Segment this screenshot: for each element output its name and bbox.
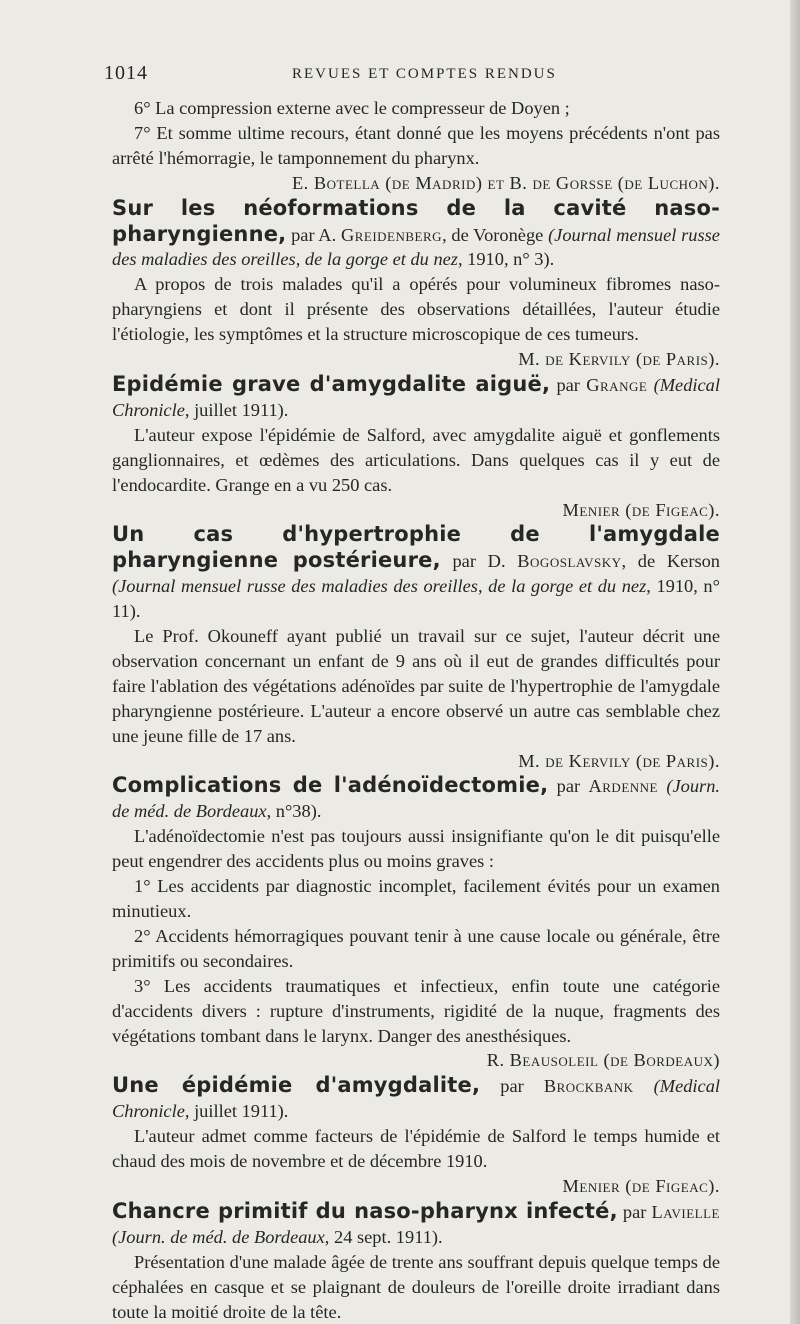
byline-prefix: par (556, 374, 580, 395)
entry-title: Chancre primitif du naso-pharynx infecté, (112, 1198, 618, 1223)
entry-heading (112, 773, 720, 824)
entry-heading (112, 1199, 720, 1250)
review-entry (112, 522, 720, 773)
author-name: Bogoslavsky (517, 551, 622, 572)
journal-details: , 1910, n° 3). (457, 249, 555, 270)
entry-title: Une épidémie d'amygdalite, (112, 1073, 481, 1098)
reviewer-signature (112, 171, 720, 196)
running-title: REVUES ET COMPTES RENDUS (292, 66, 557, 82)
paragraph: A propos de trois malades qu'il a opérés pour volumineux fibromes naso-pharyngiens et dont il présente des observations détaillées, l'auteur étudie l'étiologie, les symptômes et la structure microscopique de ces tumeurs. (112, 274, 720, 345)
journal-details: , juillet 1911). (184, 399, 289, 420)
byline-prefix: par (500, 1076, 524, 1097)
entry-continuation (112, 96, 720, 196)
entry-heading (112, 1073, 720, 1124)
reviewer-names: R. Beausoleil (de Bordeaux) (486, 1050, 720, 1071)
paragraph: 6° La compression externe avec le compresseur de Doyen ; (134, 98, 570, 118)
reviewer-signature (112, 1174, 720, 1199)
reviewer-signature (112, 498, 720, 523)
review-entry (112, 1199, 720, 1324)
journal-details: , 1910, n° 11). (112, 576, 720, 622)
entry-title: Complications de l'adénoïdectomie, (112, 773, 549, 798)
paragraph: L'auteur admet comme facteurs de l'épidémie de Salford le temps humide et chaud des mois de novembre et de décembre 1910. (112, 1126, 720, 1172)
author-affiliation: , de Kerson (621, 551, 720, 572)
journal-reference: (Medical Chronicle (112, 374, 720, 420)
review-entry (112, 1073, 720, 1199)
reviewer-signature (112, 1048, 720, 1073)
journal-reference: (Journ. de méd. de Bordeaux (112, 776, 720, 822)
journal-details: , n°38). (266, 801, 322, 822)
review-entry (112, 773, 720, 1073)
journal-reference: (Journ. de méd. de Bordeaux (112, 1226, 325, 1247)
paragraph: L'adénoïdectomie n'est pas toujours aussi insignifiante qu'on le dit puisqu'elle peut engendrer des accidents plus ou moins graves : (112, 826, 720, 872)
review-entry (112, 372, 720, 522)
byline-prefix: par D. (452, 551, 506, 572)
reviewer-names: E. Botella (de Madrid) et B. de Gorsse (de Luchon). (291, 172, 720, 193)
reviewer-names: Menier (de Figeac). (562, 499, 720, 520)
page-number: 1014 (104, 62, 148, 84)
journal-details: , juillet 1911). (184, 1101, 289, 1122)
reviewer-names: M. de Kervily (de Paris). (518, 349, 720, 370)
journal-reference: (Medical Chronicle (112, 1076, 721, 1122)
reviewer-names: Menier (de Figeac). (562, 1175, 720, 1196)
paragraph: 7° Et somme ultime recours, étant donné que les moyens précédents n'ont pas arrêté l'hémorragie, le tamponnement du pharynx. (112, 122, 720, 168)
list-item: 2° Accidents hémorragiques pouvant tenir à une cause locale ou générale, être primitifs ou secondaires. (112, 925, 720, 971)
review-entry (112, 196, 720, 372)
book-spine-shadow (790, 0, 800, 1324)
entry-heading (112, 196, 720, 273)
author-name: Brockbank (543, 1076, 634, 1097)
list-item: 1° Les accidents par diagnostic incomplet, facilement évités pour un examen minutieux. (112, 876, 720, 921)
running-header (104, 62, 720, 96)
paragraph: Le Prof. Okouneff ayant publié un travail sur ce sujet, l'auteur décrit une observation concernant un enfant de 9 ans où il eut de grandes difficultés pour faire l'ablation des végétations adénoïdes par suite de l'hypertrophie de l'amygdale pharyngienne postérieure. L'auteur a encore observé un autre cas semblable chez une jeune fille de 17 ans. (112, 626, 720, 746)
reviewer-names: M. de Kervily (de Paris). (518, 750, 720, 771)
entry-title: Sur les néoformations de la cavité naso-pharyngienne, (112, 195, 720, 246)
byline-prefix: par A. (291, 224, 337, 245)
journal-reference: (Journal mensuel russe des maladies des oreilles, de la gorge et du nez (112, 224, 720, 270)
entry-title: Un cas d'hypertrophie de l'amygdale pharyngienne postérieure, (112, 522, 720, 573)
article-column (112, 96, 720, 1324)
paragraph: L'auteur expose l'épidémie de Salford, avec amygdalite aiguë et gonflements ganglionnaires, et œdèmes des articulations. Dans quelques cas il y eut de l'endocardite. Grange en a vu 250 cas. (112, 424, 720, 495)
reviewer-signature (112, 347, 720, 372)
reviewer-signature (112, 749, 720, 774)
author-name: Lavielle (651, 1201, 720, 1222)
list-item: 3° Les accidents traumatiques et infectieux, enfin toute une catégorie d'accidents divers : rupture d'instruments, rigidité de la nuque, fragments des végétations tombant dans le larynx. Danger des anesthésiques. (112, 975, 720, 1046)
byline-prefix: par (556, 776, 581, 797)
byline-prefix: par (622, 1201, 647, 1222)
paragraph: Présentation d'une malade âgée de trente ans souffrant depuis quelque temps de céphalées en casque et se plaignant de douleurs de l'oreille droite irradiant dans toute la moitié droite de la tête. (112, 1251, 720, 1322)
entry-heading (112, 372, 720, 423)
author-name: Ardenne (588, 776, 658, 797)
author-affiliation: , de Voronège (442, 224, 544, 245)
journal-details: , 24 sept. 1911). (324, 1226, 443, 1247)
author-name: Greidenberg (340, 224, 443, 245)
journal-reference: (Journal mensuel russe des maladies des oreilles, de la gorge et du nez (112, 576, 647, 597)
entry-title: Epidémie grave d'amygdalite aiguë, (112, 371, 551, 396)
author-name: Grange (586, 374, 648, 395)
entry-heading (112, 522, 720, 624)
